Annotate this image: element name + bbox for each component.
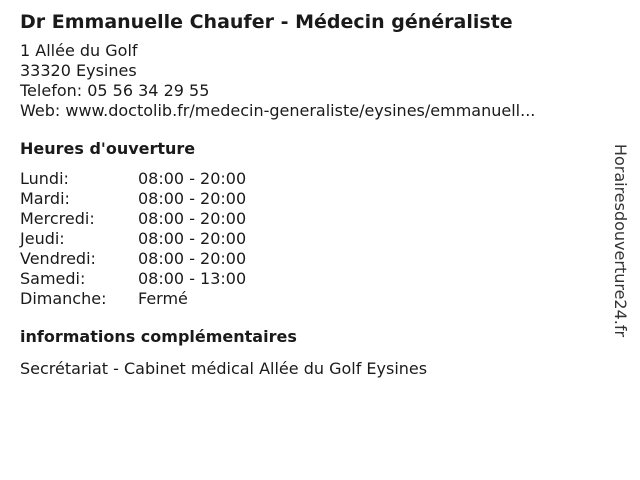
hours-row — [20, 189, 600, 209]
hours-table — [20, 169, 600, 309]
hours-row — [20, 269, 600, 289]
page-title: Dr Emmanuelle Chaufer - Médecin généraliste — [20, 11, 513, 33]
day-label: Samedi: — [20, 269, 86, 288]
day-time: 08:00 - 20:00 — [138, 229, 247, 248]
day-label: Mardi: — [20, 189, 70, 208]
hours-title: Heures d'ouverture — [20, 139, 196, 158]
day-label: Lundi: — [20, 169, 69, 188]
phone-number: Telefon: 05 56 34 29 55 — [20, 81, 210, 100]
address-street: 1 Allée du Golf — [20, 41, 138, 60]
info-title: informations complémentaires — [20, 327, 297, 346]
hours-row — [20, 169, 600, 189]
hours-row — [20, 229, 600, 249]
day-label: Dimanche: — [20, 289, 107, 308]
day-time: Fermé — [138, 289, 188, 308]
address-city: 33320 Eysines — [20, 61, 137, 80]
day-label: Jeudi: — [20, 229, 65, 248]
watermark-text: Horairesdouverture24.fr — [611, 143, 631, 337]
address-block — [20, 41, 600, 121]
hours-row — [20, 209, 600, 229]
day-time: 08:00 - 13:00 — [138, 269, 247, 288]
business-card — [20, 9, 600, 379]
day-time: 08:00 - 20:00 — [138, 169, 247, 188]
hours-row — [20, 289, 600, 309]
day-label: Mercredi: — [20, 209, 95, 228]
website-link[interactable]: Web: www.doctolib.fr/medecin-generaliste/eysines/emmanuell... — [20, 101, 536, 120]
site-watermark — [610, 135, 632, 345]
day-time: 08:00 - 20:00 — [138, 209, 247, 228]
day-label: Vendredi: — [20, 249, 96, 268]
info-text: Secrétariat - Cabinet médical Allée du Golf Eysines — [20, 359, 428, 378]
day-time: 08:00 - 20:00 — [138, 189, 247, 208]
hours-row — [20, 249, 600, 269]
day-time: 08:00 - 20:00 — [138, 249, 247, 268]
